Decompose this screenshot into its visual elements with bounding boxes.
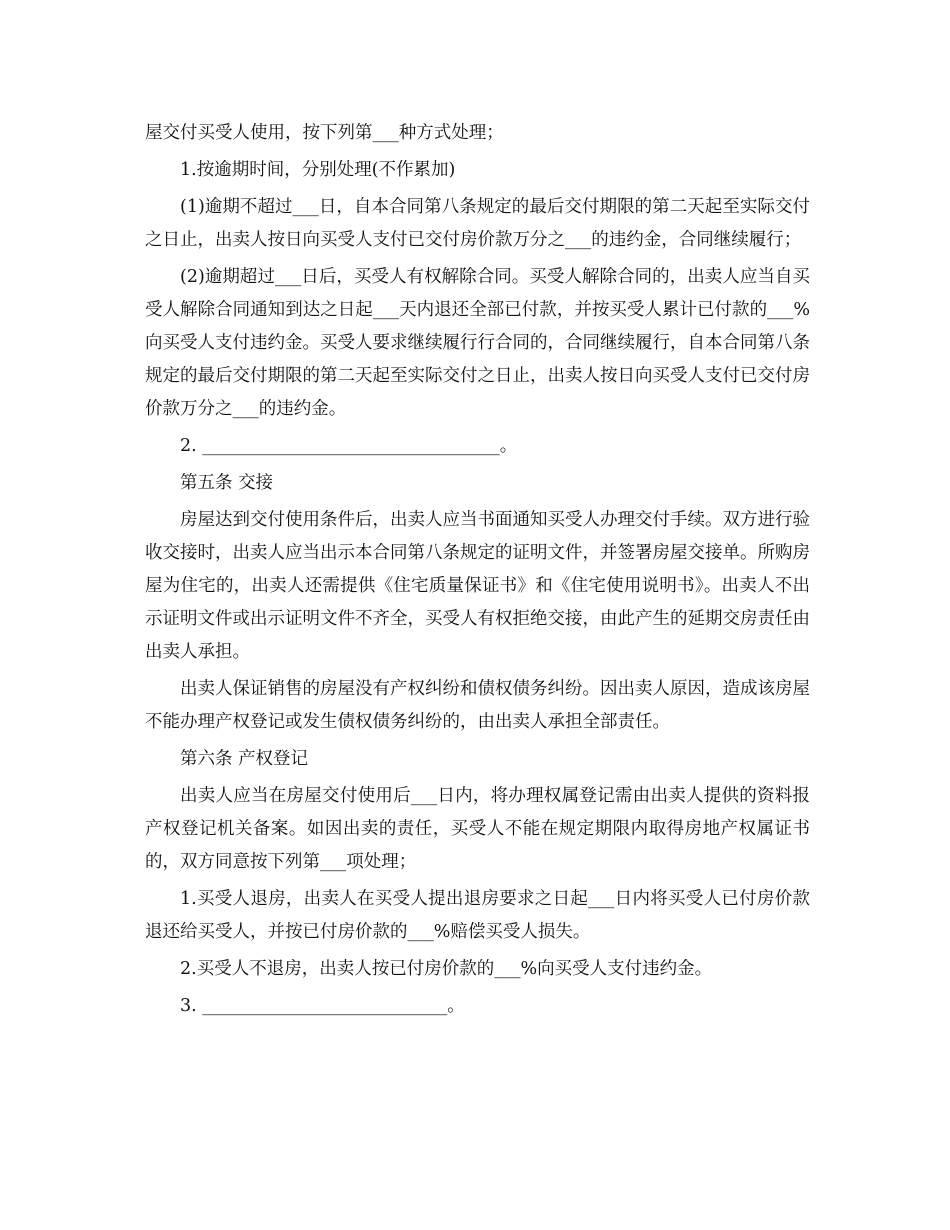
article-5-paragraph-2: 出卖人保证销售的房屋没有产权纠纷和债权债务纠纷。因出卖人原因，造成该房屋不能办理产权登记或发生债权债务纠纷的，由出卖人承担全部责任。 — [145, 679, 810, 732]
paragraph-item-1: 1.按逾期时间，分别处理(不作累加) — [180, 160, 456, 180]
paragraph-item-1-2: (2)逾期超过___日后，买受人有权解除合同。买受人解除合同的，出卖人应当自买受人解除合同通知到达之日起___天内退还全部已付款，并按买受人累计已付款的___%向买受人支付违约金。买受人要求继续履行行合同的，合同继续履行，自本合同第八条规定的最后交付期限的第二天起至实际交付之日止，出卖人按日向买受人支付已交付房价款万分之___的违约金。 — [145, 267, 810, 419]
article-6-paragraph: 出卖人应当在房屋交付使用后___日内，将办理权属登记需由出卖人提供的资料报产权登记机关备案。如因出卖的责任，买受人不能在规定期限内取得房地产权属证书的，双方同意按下列第___项处理； — [145, 786, 810, 872]
article-6-item-1: 1.买受人退房，出卖人在买受人提出退房要求之日起___日内将买受人已付房价款退还给买受人，并按已付房价款的___%赔偿买受人损失。 — [145, 889, 810, 942]
article-6-heading: 第六条 产权登记 — [180, 749, 309, 769]
article-5-paragraph-1: 房屋达到交付使用条件后，出卖人应当书面通知买受人办理交付手续。双方进行验收交接时，出卖人应当出示本合同第八条规定的证明文件，并签署房屋交接单。所购房屋为住宅的，出卖人还需提供《住宅质量保证书》和《住宅使用说明书》。出卖人不出示证明文件或出示证明文件不齐全，买受人有权拒绝交接，由此产生的延期交房责任由出卖人承担。 — [145, 510, 810, 662]
article-6-item-2: 2.买受人不退房，出卖人按已付房价款的___%向买受人支付违约金。 — [180, 959, 713, 979]
paragraph-continuation: 屋交付买受人使用，按下列第___种方式处理； — [145, 123, 504, 143]
paragraph-item-2-blank: 2. __________________________________。 — [180, 436, 518, 456]
paragraph-item-1-1: (1)逾期不超过___日，自本合同第八条规定的最后交付期限的第二天起至实际交付之日止，出卖人按日向买受人支付已交付房价款万分之___的违约金，合同继续履行； — [145, 197, 810, 250]
document-body — [145, 117, 810, 1027]
article-5-heading: 第五条 交接 — [180, 473, 274, 493]
article-6-item-3-blank: 3. ____________________________。 — [180, 996, 465, 1016]
